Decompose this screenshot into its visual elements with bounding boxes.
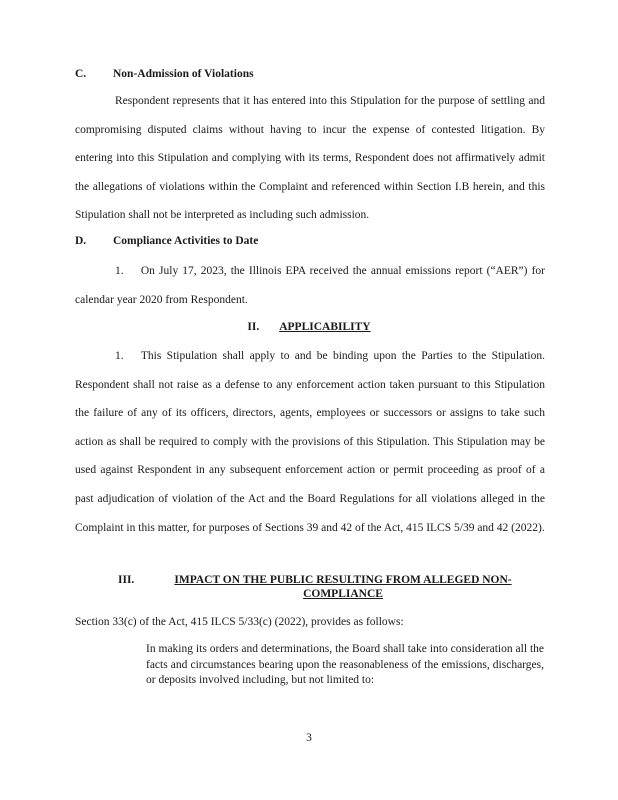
section-d-heading bbox=[75, 235, 258, 247]
section-d-letter: D. bbox=[75, 235, 87, 247]
section-iii-intro: Section 33(c) of the Act, 415 ILCS 5/33(c) (2022), provides as follows: bbox=[75, 616, 404, 628]
section-iii-quote: In making its orders and determinations, the Board shall take into consideration all the facts and circumstances bearing upon the reasonableness of the emissions, discharges, or deposits involved including, but not limited to: bbox=[146, 643, 544, 687]
section-iii-heading bbox=[118, 573, 538, 601]
page-number: 3 bbox=[306, 732, 312, 744]
section-iii-title-line1: IMPACT ON THE PUBLIC RESULTING FROM ALLEGED NON- bbox=[174, 574, 512, 586]
section-ii-paragraph: 1. This Stipulation shall apply to and be binding upon the Parties to the Stipulation. Respondent shall not raise as a defense to any enforcement action taken pursuant to this Stipulation the failure of any of its officers, directors, agents, employees or successors or assigns to take such action as shall be required to comply with the provisions of this Stipulation. This Stipulation may be used against Respondent in any subsequent enforcement action or permit proceeding as proof of a past adjudication of violation of the Act and the Board Regulations for all violations alleged in the Complaint in this matter, for purposes of Sections 39 and 42 of the Act, 415 ILCS 5/39 and 42 (2022). bbox=[75, 350, 545, 534]
section-iii-number: III. bbox=[118, 574, 135, 586]
section-iii-title-line2: COMPLIANCE bbox=[303, 588, 383, 600]
section-c-title: Non-Admission of Violations bbox=[113, 68, 254, 80]
section-ii-title: APPLICABILITY bbox=[279, 321, 371, 333]
section-ii-heading bbox=[0, 321, 618, 333]
section-c-paragraph: Respondent represents that it has entered into this Stipulation for the purpose of settling and compromising disputed claims without having to incur the expense of contested litigation. By entering into this Stipulation and complying with its terms, Respondent does not affirmatively admit the allegations of violations within the Complaint and referenced within Section I.B herein, and this Stipulation shall not be interpreted as including such admission. bbox=[75, 95, 545, 222]
section-ii-number: II. bbox=[247, 321, 260, 333]
section-d-paragraph: 1. On July 17, 2023, the Illinois EPA received the annual emissions report (“AER”) for calendar year 2020 from Respondent. bbox=[75, 265, 545, 306]
section-d-title: Compliance Activities to Date bbox=[113, 235, 259, 247]
section-c-heading bbox=[75, 68, 254, 80]
section-c-letter: C. bbox=[75, 68, 87, 80]
